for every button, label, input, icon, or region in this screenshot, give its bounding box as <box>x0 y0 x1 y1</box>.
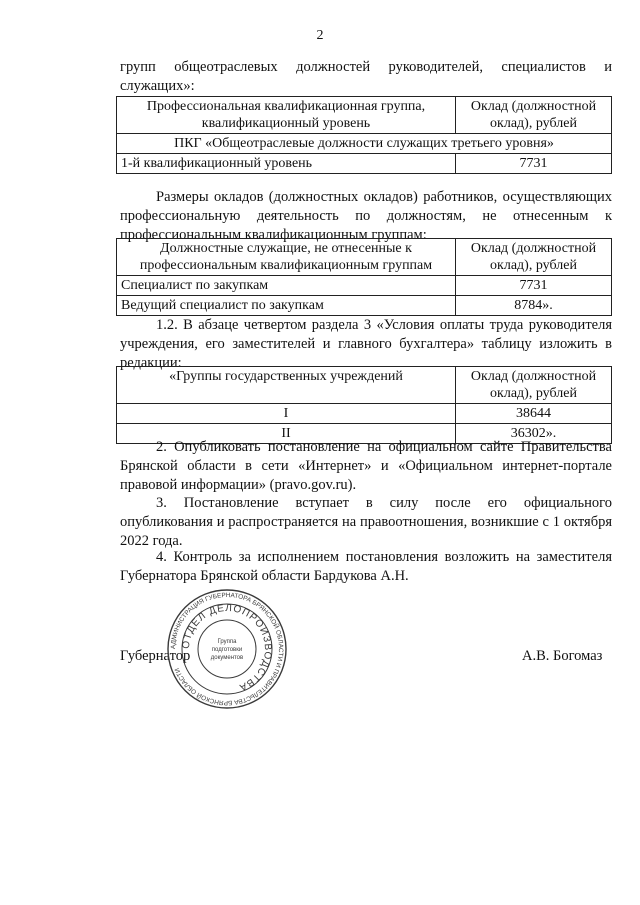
para-4: 4. Контроль за исполнением постановления возложить на заместителя Губернатора Брянской области Бардукова А.Н. <box>120 549 612 584</box>
stamp-center-line3: документов <box>210 655 244 661</box>
stamp-center-line1: Группа <box>217 639 237 645</box>
table-header-cell: Профессиональная квалификационная группа, квалификационный уровень <box>117 97 456 134</box>
stamp-center-line2: подготовки <box>211 647 243 653</box>
stamp-middle-text: ОТДЕЛ ДЕЛОПРОИЗВОДСТВА <box>180 602 274 693</box>
table-row <box>117 296 612 316</box>
table-cell-value: 7731 <box>456 276 612 296</box>
table-row <box>117 154 612 174</box>
para-2: 2. Опубликовать постановление на официальном сайте Правительства Брянской области в сети «Интернет» и «Официальном интернет-портале правовой информации» (pravo.gov.ru). <box>120 439 612 493</box>
table-row <box>117 276 612 296</box>
table-header-cell: Оклад (должностной оклад), рублей <box>456 239 612 276</box>
official-stamp <box>166 588 288 710</box>
table-cell-name: 1-й квалификационный уровень <box>117 154 456 174</box>
signature-name: А.В. Богомаз <box>522 648 603 664</box>
table-header-row <box>117 239 612 276</box>
intro-text: групп общеотраслевых должностей руководителей, специалистов и служащих»: <box>120 59 612 94</box>
table-header-row <box>117 97 612 134</box>
table-cell-value: 7731 <box>456 154 612 174</box>
table-cell-name: I <box>117 404 456 424</box>
para-sizes: Размеры окладов (должностных окладов) работников, осуществляющих профессиональную деятельность по должностям, не отнесенным к профессиональным квалификационным группам: <box>120 189 612 243</box>
page-number: 2 <box>316 28 324 43</box>
table-header-cell: Оклад (должностной оклад), рублей <box>456 367 612 404</box>
table-cell-value: 38644 <box>456 404 612 424</box>
table-row <box>117 404 612 424</box>
table-cell-name: II <box>117 424 456 444</box>
stamp-outer-text: АДМИНИСТРАЦИЯ ГУБЕРНАТОРА БРЯНСКОЙ ОБЛАСТИ И ПРАВИТЕЛЬСТВА БРЯНСКОЙ ОБЛАСТИ <box>169 591 285 707</box>
table-positions <box>116 238 612 316</box>
signature-position: Губернатор <box>120 648 191 664</box>
table-cell-name: Специалист по закупкам <box>117 276 456 296</box>
table-header-cell: «Группы государственных учреждений <box>117 367 456 404</box>
table-qualification-groups <box>116 96 612 174</box>
table-header-row <box>117 367 612 404</box>
table-cell-name: Ведущий специалист по закупкам <box>117 296 456 316</box>
table-header-cell: Должностные служащие, не отнесенные к профессиональным квалификационным группам <box>117 239 456 276</box>
table-cell-value: 8784». <box>456 296 612 316</box>
table-cell-value: 36302». <box>456 424 612 444</box>
table-institution-groups <box>116 366 612 444</box>
para-1-2: 1.2. В абзаце четвертом раздела 3 «Условия оплаты труда руководителя учреждения, его заместителей и главного бухгалтера» таблицу изложить в редакции: <box>120 317 612 371</box>
table-group-row <box>117 134 612 154</box>
table-header-cell: Оклад (должностной оклад), рублей <box>456 97 612 134</box>
para-3: 3. Постановление вступает в силу после его официального опубликования и распространяется на правоотношения, возникшие с 1 октября 2022 года. <box>120 495 612 549</box>
table-group-cell: ПКГ «Общеотраслевые должности служащих третьего уровня» <box>117 134 612 154</box>
